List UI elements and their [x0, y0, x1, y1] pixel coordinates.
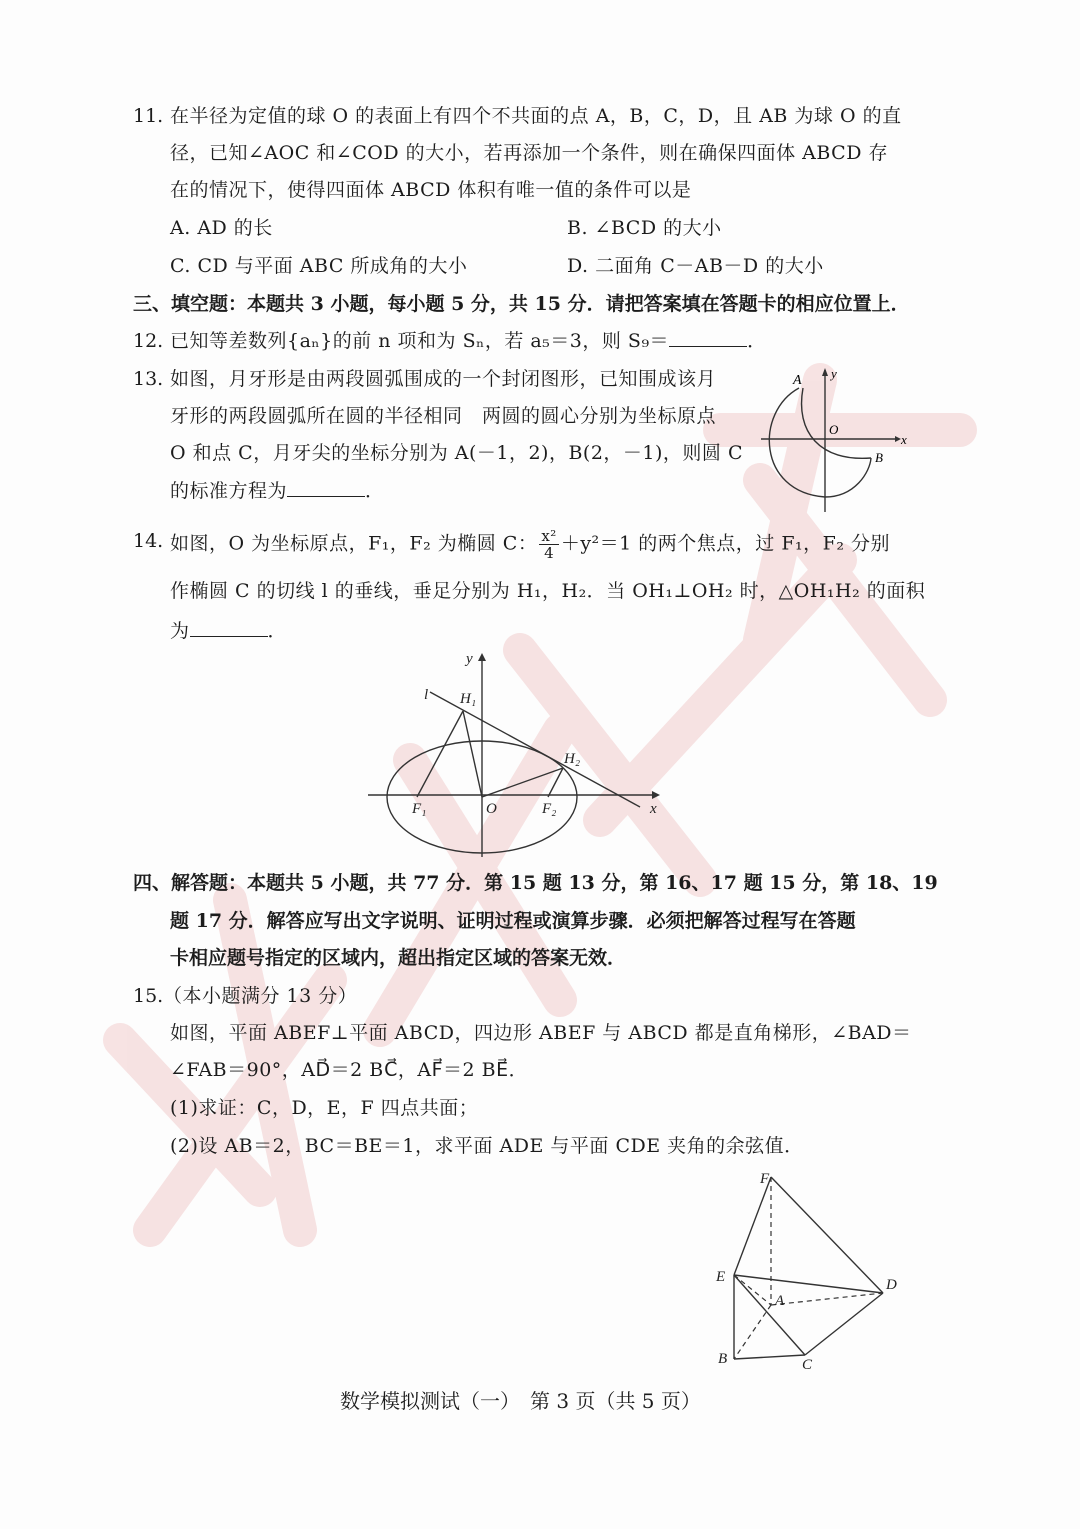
q14-line3	[170, 618, 287, 644]
q14-line1-end: ＋y²＝1 的两个焦点，过 F₁，F₂ 分别	[560, 532, 890, 555]
q14-line3-start: 为	[170, 620, 190, 642]
q12-number: 12.	[133, 330, 164, 352]
q13-question-end: 的标准方程为	[170, 480, 288, 502]
label-c: C	[802, 1357, 813, 1370]
section3-heading: 三、填空题：本题共 3 小题，每小题 5 分，共 15 分．请把答案填在答题卡的相应位置上．	[133, 293, 910, 315]
label-f2: F₂	[542, 801, 557, 817]
edge-ad-hidden	[771, 1293, 883, 1305]
option-text: AD 的长	[197, 217, 273, 239]
label-e: E	[716, 1269, 726, 1285]
label-d: D	[886, 1277, 897, 1293]
q13-period: ．	[365, 480, 385, 502]
section4-line1: 四、解答题：本题共 5 小题，共 77 分．第 15 题 13 分，第 16、17 题 15 分，第 18、19	[133, 872, 938, 894]
edge-cd	[805, 1293, 883, 1355]
option-text: 二面角 C－AB－D 的大小	[595, 255, 824, 277]
q12-text	[170, 328, 767, 354]
o-h1	[463, 711, 482, 797]
fraction-numerator: x²	[541, 527, 557, 545]
q11-option-c	[170, 253, 467, 279]
fraction-denominator: 4	[544, 544, 555, 562]
label-x: x	[901, 432, 907, 447]
q14-line1-start: 如图，O 为坐标原点，F₁，F₂ 为椭圆 C：	[170, 532, 538, 555]
q12-period: ．	[747, 330, 767, 352]
q11-line2: 径，已知∠AOC 和∠COD 的大小，若再添加一个条件，则在确保四面体 ABCD 存	[170, 142, 888, 164]
q15-part1: (1)求证：C，D，E，F 四点共面；	[170, 1097, 479, 1119]
option-label: D.	[567, 255, 589, 277]
q13-line3: O 和点 C，月牙尖的坐标分别为 A(－1，2)，B(2，－1)，则圆 C	[170, 442, 743, 464]
edge-ed	[734, 1275, 883, 1293]
q13-line4	[170, 478, 385, 504]
tangent-line	[430, 692, 640, 807]
q14-line2: 作椭圆 C 的切线 l 的垂线，垂足分别为 H₁，H₂．当 OH₁⊥OH₂ 时，△OH₁H₂ 的面积	[170, 580, 926, 602]
q11-option-d	[567, 253, 824, 279]
q15-line1: 如图，平面 ABEF⊥平面 ABCD，四边形 ABEF 与 ABCD 都是直角梯形，∠BAD＝	[170, 1022, 912, 1044]
label-a: A	[775, 1293, 785, 1309]
q11-line1: 在半径为定值的球 O 的表面上有四个不共面的点 A，B，C，D，且 AB 为球 O 的直	[170, 105, 902, 127]
page-footer: 数学模拟测试（一） 第 3 页（共 5 页）	[340, 1389, 701, 1413]
label-h2: H₂	[564, 751, 581, 767]
q15-line2: ∠FAB＝90°，AD⃗＝2 BC⃗，AF⃗＝2 BE⃗．	[170, 1059, 529, 1081]
q11-number: 11.	[133, 105, 164, 127]
fraction	[539, 528, 558, 561]
q12-question: 已知等差数列{aₙ}的前 n 项和为 Sₙ，若 a₅＝3，则 S₉＝	[170, 330, 670, 352]
q14-period: ．	[267, 620, 288, 642]
answer-blank	[287, 478, 365, 497]
label-o: O	[486, 801, 497, 817]
label-h1: H₁	[460, 691, 477, 707]
label-l: l	[424, 687, 429, 703]
ellipse-figure	[360, 645, 680, 860]
section4-line2: 题 17 分．解答应写出文字说明、证明过程或演算步骤．必须把解答过程写在答题	[170, 910, 856, 932]
edge-fd	[771, 1177, 883, 1293]
edge-fe	[734, 1177, 771, 1275]
label-y: y	[466, 651, 473, 667]
answer-blank	[669, 328, 747, 347]
crescent-figure	[755, 362, 915, 522]
edge-ab-hidden	[734, 1305, 771, 1359]
option-label: A.	[170, 217, 191, 239]
q14-number: 14.	[133, 530, 164, 552]
answer-blank	[190, 618, 268, 637]
q11-option-a	[170, 215, 273, 241]
q13-number: 13.	[133, 368, 164, 390]
label-b: B	[875, 450, 883, 465]
label-f1: F₁	[412, 801, 427, 817]
solid-figure	[710, 1165, 910, 1370]
label-a: A	[793, 373, 802, 388]
option-text: CD 与平面 ABC 所成角的大小	[197, 255, 468, 277]
q13-line1: 如图，月牙形是由两段圆弧围成的一个封闭图形，已知围成该月	[170, 368, 717, 390]
q14-line1	[170, 528, 890, 561]
label-o: O	[829, 422, 839, 437]
label-x: x	[650, 801, 657, 817]
q15-number: 15.	[133, 985, 164, 1007]
label-f: F	[760, 1171, 770, 1187]
option-text: ∠BCD 的大小	[594, 217, 722, 239]
option-label: B.	[567, 217, 589, 239]
q11-option-b	[567, 215, 722, 241]
q15-score: （本小题满分 13 分）	[163, 985, 358, 1007]
label-b: B	[718, 1351, 728, 1367]
option-label: C.	[170, 255, 191, 277]
label-y: y	[831, 366, 837, 381]
q13-line2: 牙形的两段圆弧所在圆的半径相同 两圆的圆心分别为坐标原点	[170, 405, 717, 427]
q11-line3: 在的情况下，使得四面体 ABCD 体积有唯一值的条件可以是	[170, 179, 692, 201]
edge-bc	[734, 1355, 805, 1359]
section4-line3: 卡相应题号指定的区域内，超出指定区域的答案无效．	[170, 947, 627, 969]
q15-part2: (2)设 AB＝2，BC＝BE＝1，求平面 ADE 与平面 CDE 夹角的余弦值．	[170, 1135, 804, 1157]
f1-h1	[417, 711, 463, 797]
